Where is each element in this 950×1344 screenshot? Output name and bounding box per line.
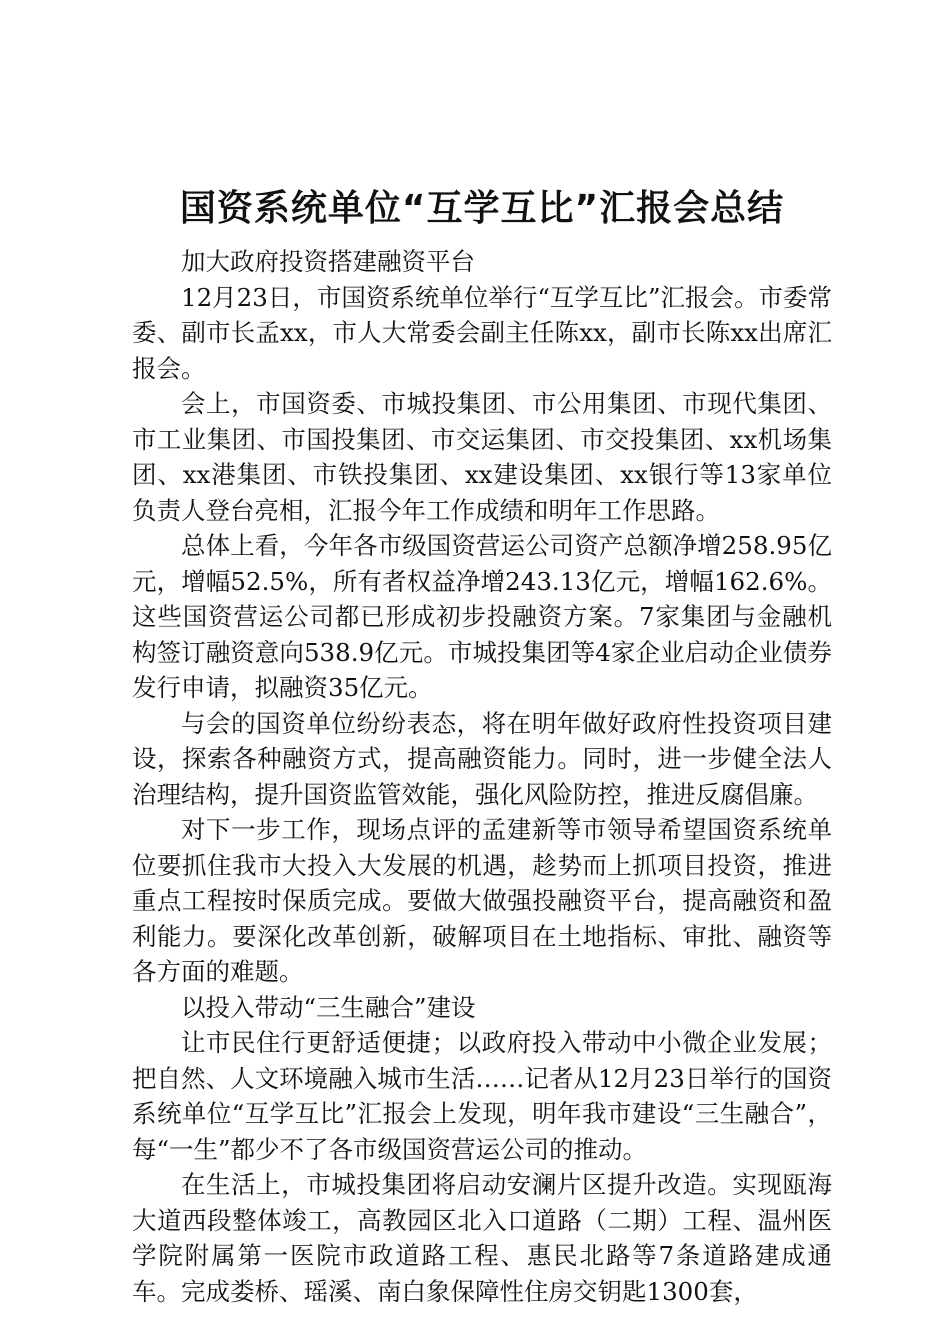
document-page (132, 180, 832, 1309)
paragraph: 在生活上，市城投集团将启动安澜片区提升改造。实现瓯海大道西段整体竣工，高教园区北入口道路（二期）工程、温州医学院附属第一医院市政道路工程、惠民北路等7条道路建成通车。完成娄桥、瑶溪、南白象保障性住房交钥匙1300套， (132, 1170, 832, 1306)
paragraph: 对下一步工作，现场点评的孟建新等市领导希望国资系统单位要抓住我市大投入大发展的机遇，趁势而上抓项目投资，推进重点工程按时保质完成。要做大做强投融资平台，提高融资和盈利能力。要深化改革创新，破解项目在土地指标、审批、融资等各方面的难题。 (132, 815, 832, 986)
paragraph: 与会的国资单位纷纷表态，将在明年做好政府性投资项目建设，探索各种融资方式，提高融资能力。同时，进一步健全法人治理结构，提升国资监管效能，强化风险防控，推进反腐倡廉。 (132, 708, 832, 809)
paragraph: 12月23日，市国资系统单位举行“互学互比”汇报会。市委常委、副市长孟xx，市人大常委会副主任陈xx，副市长陈xx出席汇报会。 (132, 282, 832, 383)
section-heading: 加大政府投资搭建融资平台 (181, 247, 475, 276)
paragraph: 让市民住行更舒适便捷；以政府投入带动中小微企业发展；把自然、人文环境融入城市生活……记者从12月23日举行的国资系统单位“互学互比”汇报会上发现，明年我市建设“三生融合”，每“一生”都少不了各市级国资营运公司的推动。 (132, 1028, 832, 1164)
document-title: 国资系统单位“互学互比”汇报会总结 (179, 188, 785, 229)
paragraph: 会上，市国资委、市城投集团、市公用集团、市现代集团、市工业集团、市国投集团、市交运集团、市交投集团、xx机场集团、xx港集团、市铁投集团、xx建设集团、xx银行等13家单位负责人登台亮相，汇报今年工作成绩和明年工作思路。 (132, 389, 832, 525)
paragraph: 总体上看，今年各市级国资营运公司资产总额净增258.95亿元，增幅52.5%，所有者权益净增243.13亿元，增幅162.6%。这些国资营运公司都已形成初步投融资方案。7家集团与金融机构签订融资意向538.9亿元。市城投集团等4家企业启动企业债券发行申请，拟融资35亿元。 (132, 531, 832, 702)
section-heading: 以投入带动“三生融合”建设 (181, 992, 476, 1022)
